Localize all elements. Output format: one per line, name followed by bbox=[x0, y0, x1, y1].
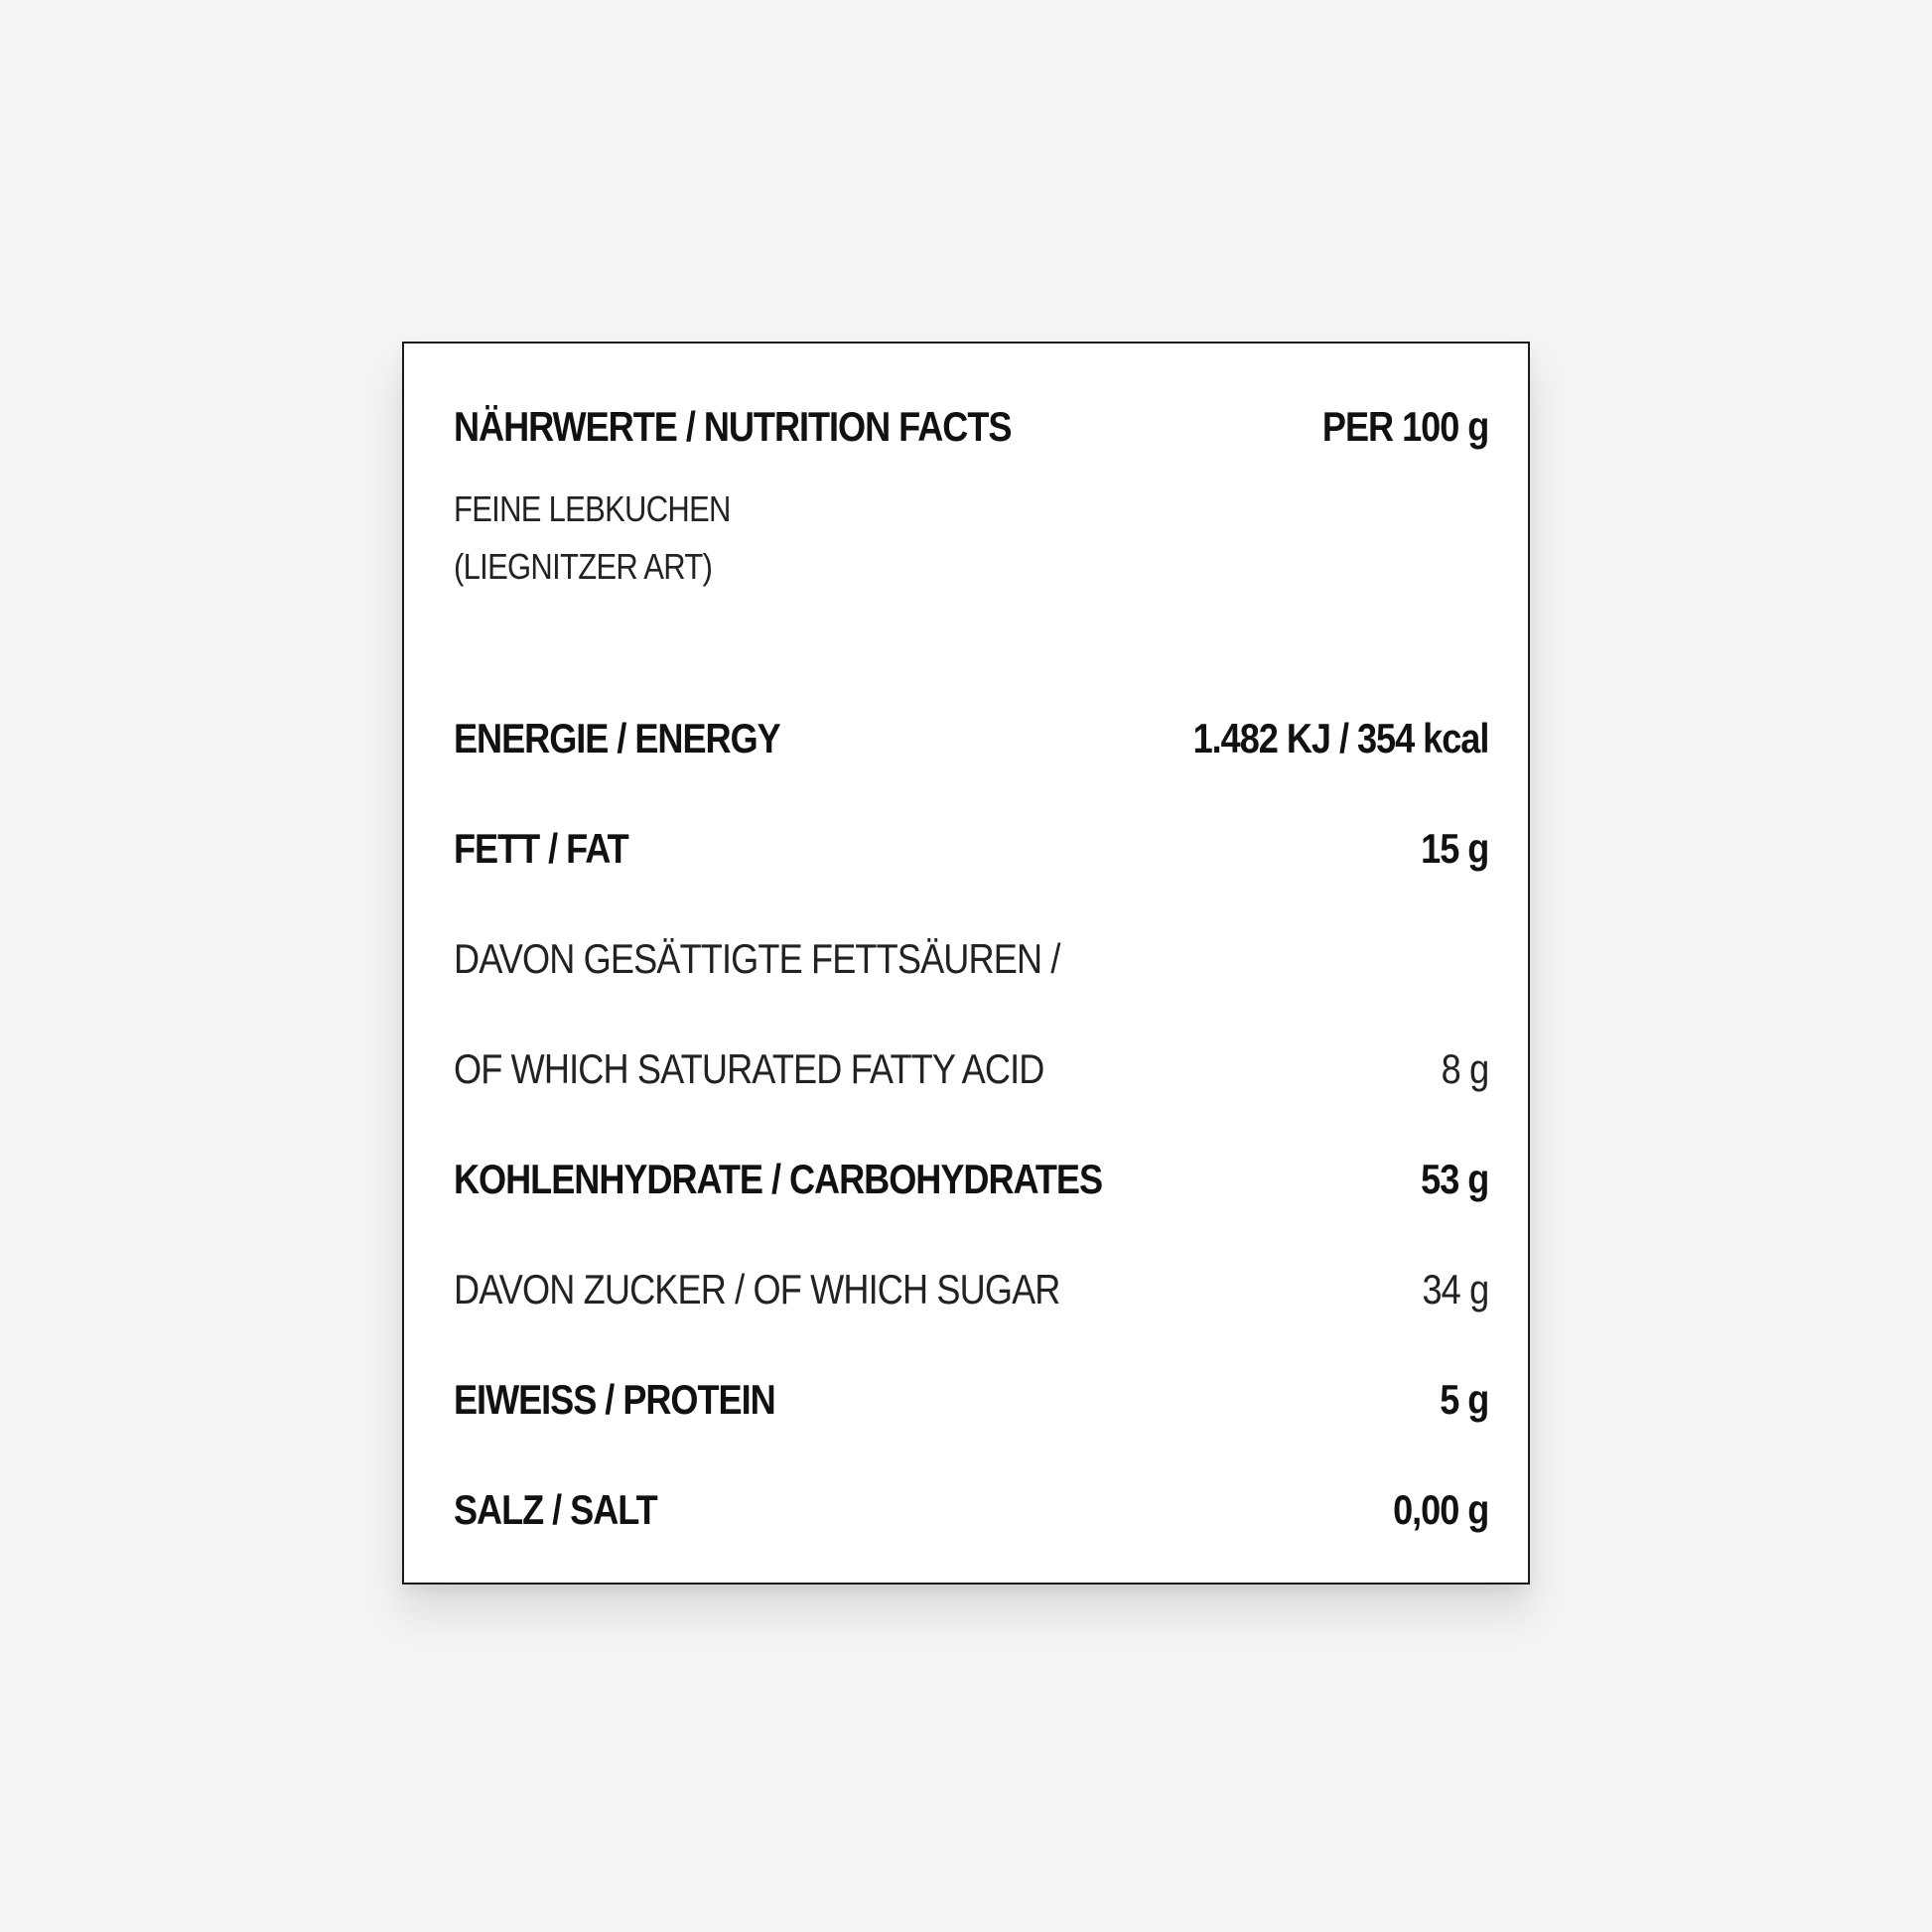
nutrient-name: EIWEISS / PROTEIN bbox=[454, 1376, 775, 1423]
nutrient-row-protein bbox=[454, 1376, 1488, 1424]
nutrient-name: SALZ / SALT bbox=[454, 1486, 657, 1533]
nutrient-row-carbohydrates bbox=[454, 1156, 1488, 1203]
nutrient-value: 15 g bbox=[1421, 825, 1489, 872]
nutrient-value: 1.482 KJ / 354 kcal bbox=[1192, 715, 1489, 761]
nutrient-row-saturated-en bbox=[454, 1045, 1488, 1093]
per-unit-label: PER 100 g bbox=[1321, 403, 1489, 450]
header-row bbox=[454, 403, 1488, 451]
nutrient-value: 53 g bbox=[1421, 1156, 1489, 1202]
nutrient-name: DAVON ZUCKER / OF WHICH SUGAR bbox=[454, 1266, 1060, 1312]
nutrient-row-saturated-de bbox=[454, 935, 1488, 983]
nutrient-row-fat bbox=[454, 825, 1488, 873]
nutrient-row-salt bbox=[454, 1486, 1488, 1534]
nutrient-value: 0,00 g bbox=[1393, 1486, 1489, 1533]
product-name-line-2: (LIEGNITZER ART) bbox=[454, 546, 713, 587]
nutrient-value: 34 g bbox=[1422, 1266, 1489, 1312]
nutrient-name: ENERGIE / ENERGY bbox=[454, 715, 780, 761]
nutrient-name: OF WHICH SATURATED FATTY ACID bbox=[454, 1045, 1044, 1092]
nutrient-name: DAVON GESÄTTIGTE FETTSÄUREN / bbox=[454, 935, 1060, 982]
nutrient-row-sugar bbox=[454, 1266, 1488, 1313]
product-name-line-1: FEINE LEBKUCHEN bbox=[454, 488, 731, 529]
nutrient-name: FETT / FAT bbox=[454, 825, 628, 872]
nutrient-value: 8 g bbox=[1441, 1045, 1489, 1092]
nutrition-label-card bbox=[402, 342, 1530, 1585]
nutrient-row-energy bbox=[454, 715, 1488, 762]
nutrition-title: NÄHRWERTE / NUTRITION FACTS bbox=[454, 403, 1012, 450]
nutrient-value: 5 g bbox=[1440, 1376, 1489, 1423]
nutrient-name: KOHLENHYDRATE / CARBOHYDRATES bbox=[454, 1156, 1103, 1202]
